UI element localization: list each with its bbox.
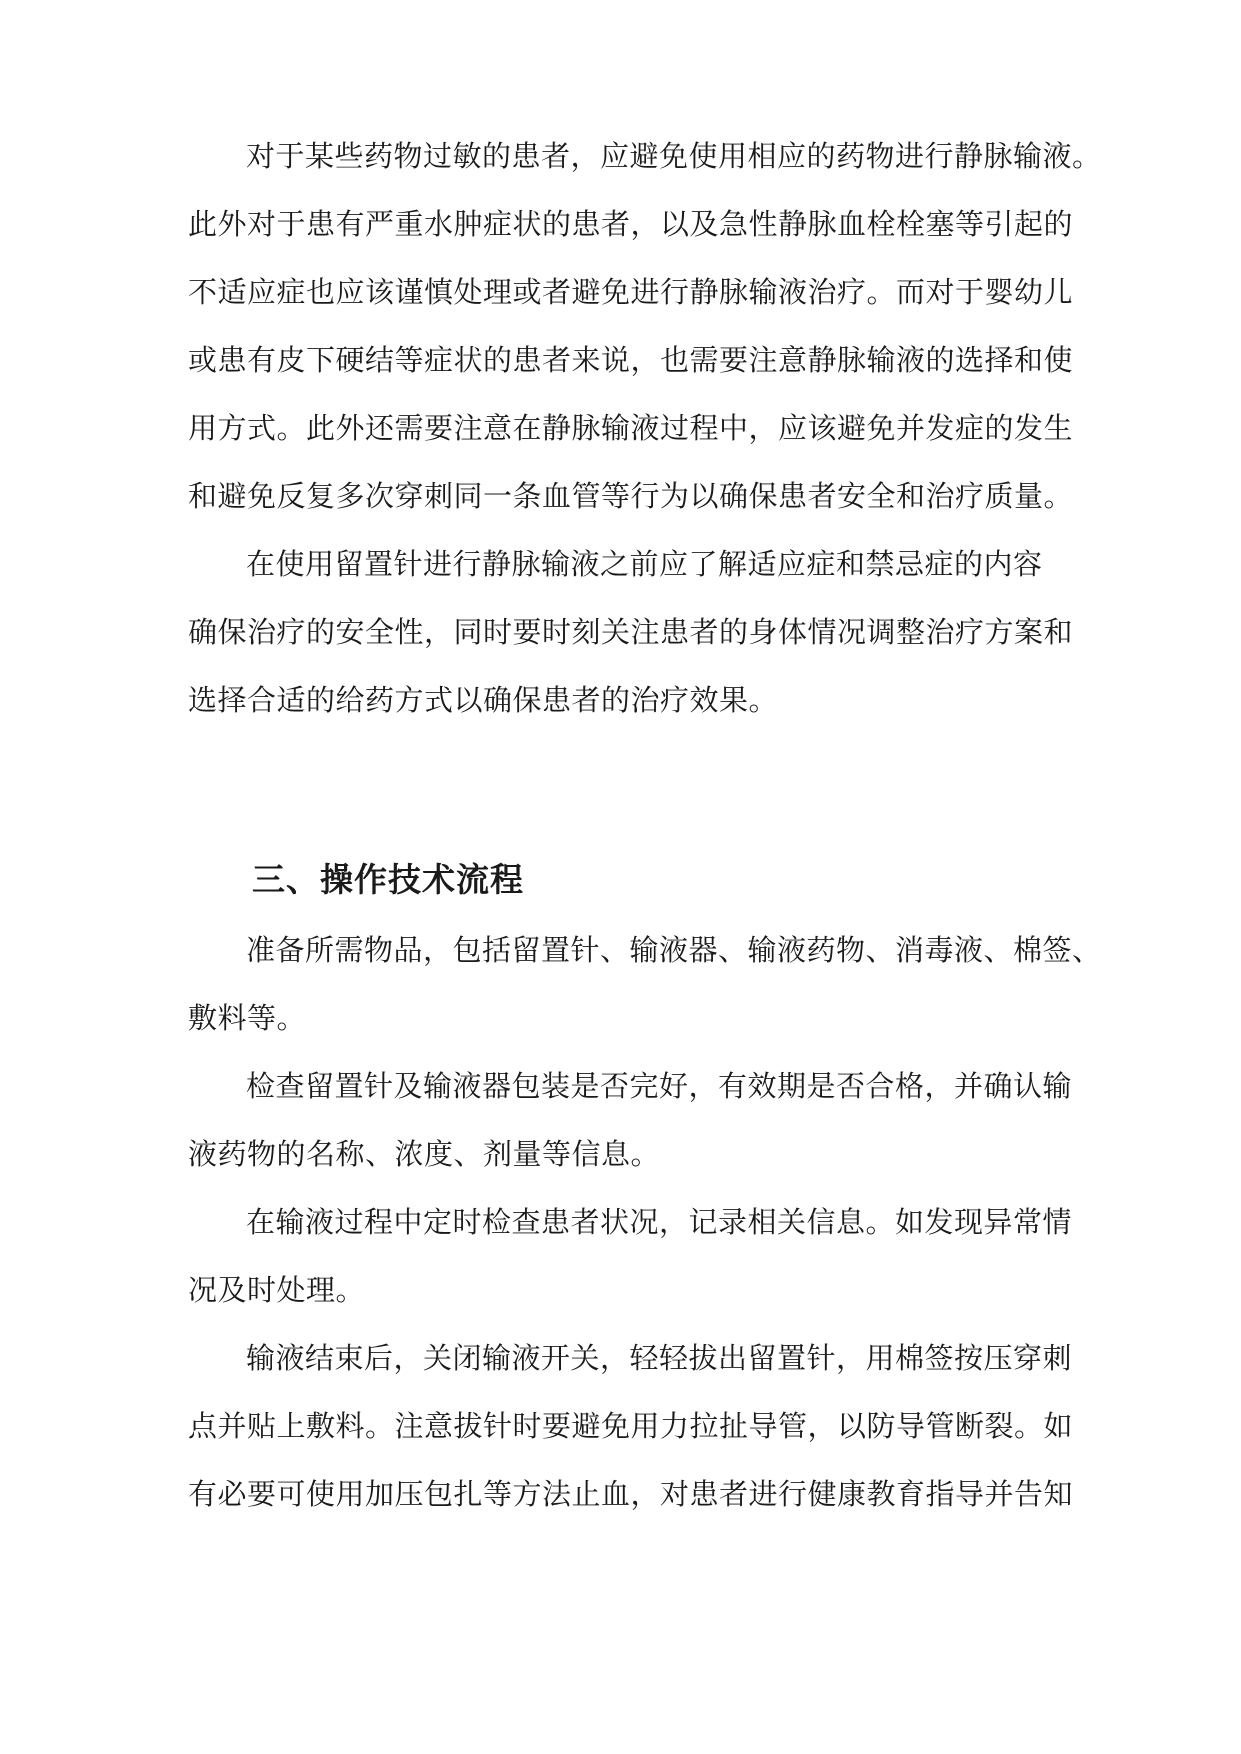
paragraph-2-line-1: 在使用留置针进行静脉输液之前应了解适应症和禁忌症的内容 — [246, 547, 1043, 581]
paragraph-1-line-4: 或患有皮下硬结等症状的患者来说，也需要注意静脉输液的选择和使 — [188, 343, 1074, 377]
paragraph-1-line-5: 用方式。此外还需要注意在静脉输液过程中，应该避免并发症的发生 — [188, 411, 1074, 445]
step-4-line-3: 有必要可使用加压包扎等方法止血，对患者进行健康教育指导并告知 — [188, 1477, 1074, 1511]
step-4-line-1: 输液结束后，关闭输液开关，轻轻拔出留置针，用棉签按压穿刺 — [246, 1341, 1073, 1375]
step-1-line-1: 准备所需物品，包括留置针、输液器、输液药物、消毒液、棉签、 — [246, 933, 1102, 967]
step-3-line-2: 况及时处理。 — [188, 1273, 366, 1307]
paragraph-1-line-6: 和避免反复多次穿刺同一条血管等行为以确保患者安全和治疗质量。 — [188, 479, 1074, 513]
paragraph-2-line-3: 选择合适的给药方式以确保患者的治疗效果。 — [188, 683, 779, 717]
step-2-line-1: 检查留置针及输液器包装是否完好，有效期是否合格，并确认输 — [246, 1069, 1073, 1103]
step-1-line-2: 敷料等。 — [188, 1001, 307, 1035]
paragraph-1-line-1: 对于某些药物过敏的患者，应避免使用相应的药物进行静脉输液。 — [246, 139, 1102, 173]
step-3-line-1: 在输液过程中定时检查患者状况，记录相关信息。如发现异常情 — [246, 1205, 1073, 1239]
step-4-line-2: 点并贴上敷料。注意拔针时要避免用力拉扯导管，以防导管断裂。如 — [188, 1409, 1074, 1443]
paragraph-2-line-2: 确保治疗的安全性，同时要时刻关注患者的身体情况调整治疗方案和 — [188, 615, 1074, 649]
paragraph-1-line-3: 不适应症也应该谨慎处理或者避免进行静脉输液治疗。而对于婴幼儿 — [188, 275, 1074, 309]
step-2-line-2: 液药物的名称、浓度、剂量等信息。 — [188, 1137, 661, 1171]
section-heading: 三、操作技术流程 — [252, 860, 524, 899]
paragraph-1-line-2: 此外对于患有严重水肿症状的患者，以及急性静脉血栓栓塞等引起的 — [188, 207, 1074, 241]
